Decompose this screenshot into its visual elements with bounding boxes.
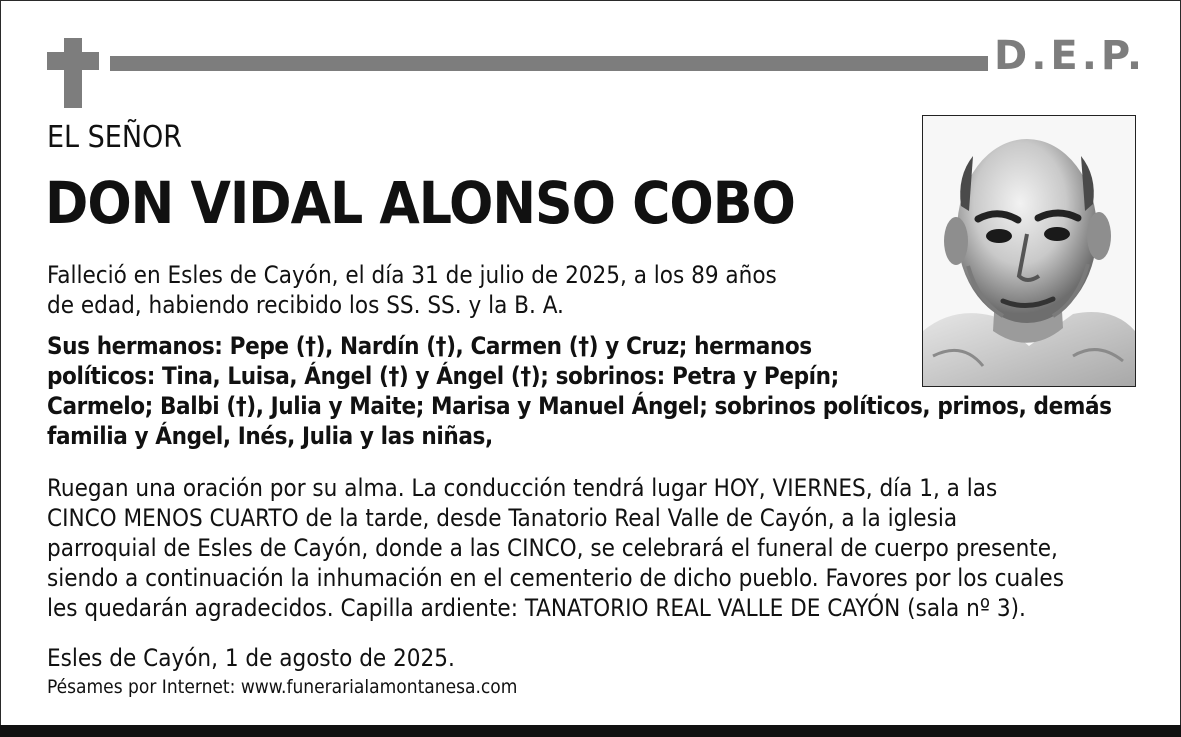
family-line: familia y Ángel, Inés, Julia y las niñas,: [47, 422, 493, 450]
cross-horizontal-bar: [47, 52, 99, 70]
death-paragraph: [47, 260, 867, 320]
ceremony-line: CINCO MENOS CUARTO de la tarde, desde Tanatorio Real Valle de Cayón, a la iglesia: [47, 504, 958, 532]
ceremony-line: les quedarán agradecidos. Capilla ardiente: TANATORIO REAL VALLE DE CAYÓN (sala nº 3).: [47, 594, 1026, 622]
bottom-border-bar: [0, 725, 1181, 737]
place-date: Esles de Cayón, 1 de agosto de 2025.: [47, 644, 455, 672]
family-line: Carmelo; Balbi (†), Julia y Maite; Marisa y Manuel Ángel; sobrinos políticos, primos, demás: [47, 392, 1112, 420]
death-line: de edad, habiendo recibido los SS. SS. y la B. A.: [47, 291, 564, 319]
dep-label: D.E.P.: [994, 33, 1147, 79]
death-line: Falleció en Esles de Cayón, el día 31 de julio de 2025, a los 89 años: [47, 261, 777, 289]
ceremony-paragraph: [47, 473, 1167, 623]
header-rule: [110, 56, 988, 71]
family-line: políticos: Tina, Luisa, Ángel (†) y Ángel (†); sobrinos: Petra y Pepín;: [47, 362, 839, 390]
ceremony-line: parroquial de Esles de Cayón, donde a las CINCO, se celebrará el funeral de cuerpo presente,: [47, 534, 1058, 562]
condolences-line: Pésames por Internet: www.funerarialamontanesa.com: [47, 676, 518, 698]
cross-vertical-bar: [64, 38, 82, 108]
family-line: Sus hermanos: Pepe (†), Nardín (†), Carmen (†) y Cruz; hermanos: [47, 332, 812, 360]
honorific: EL SEÑOR: [47, 120, 183, 155]
ceremony-line: Ruegan una oración por su alma. La conducción tendrá lugar HOY, VIERNES, día 1, a las: [47, 474, 998, 502]
deceased-name: DON VIDAL ALONSO COBO: [45, 169, 795, 237]
family-paragraph: [47, 331, 1167, 451]
ceremony-line: siendo a continuación la inhumación en el cementerio de dicho pueblo. Favores por los cuales: [47, 564, 1064, 592]
